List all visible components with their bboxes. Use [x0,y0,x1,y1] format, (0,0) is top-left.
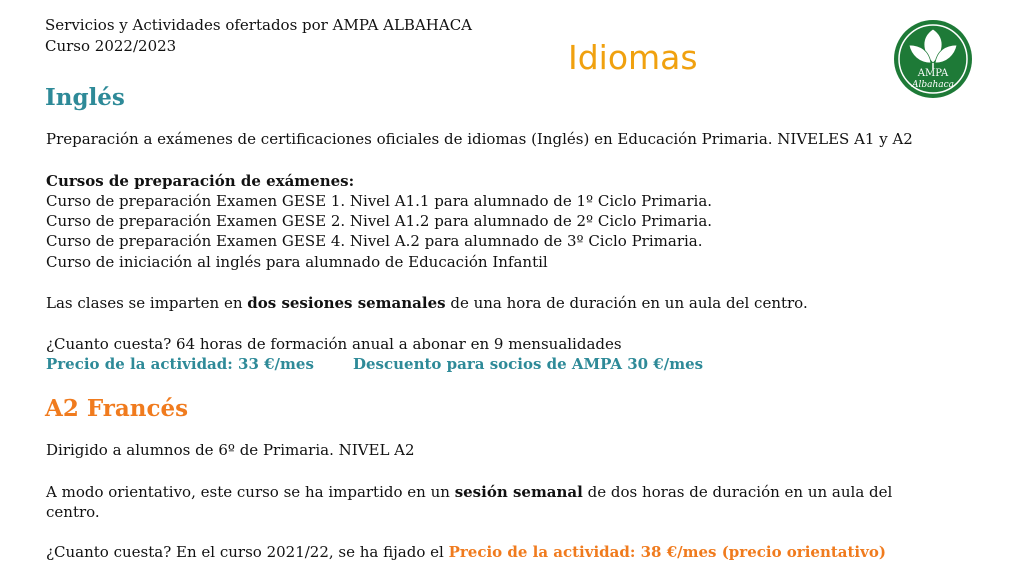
french-target: Dirigido a alumnos de 6º de Primaria. NIVEL A2 [46,441,415,459]
ampa-albahaca-logo [893,19,973,99]
french-heading: A2 Francés [45,395,189,422]
french-price: Precio de la actividad: 38 €/mes (precio orientativo) [448,543,886,561]
page-title: Idiomas [568,38,698,77]
english-cost-question: ¿Cuanto cuesta? 64 horas de formación anual a abonar en 9 mensualidades [46,335,622,353]
english-intro: Preparación a exámenes de certificaciones oficiales de idiomas (Inglés) en Educación Primaria. NIVELES A1 y A2 [46,130,913,148]
sessions-highlight: dos sesiones semanales [247,294,446,312]
french-orientation: A modo orientativo, este curso se ha impartido en un sesión semanal de dos horas de duración en un aula del [46,483,893,501]
course-item: Curso de preparación Examen GESE 4. Nivel A.2 para alumnado de 3º Ciclo Primaria. [46,232,703,250]
english-sessions: Las clases se imparten en dos sesiones semanales de una hora de duración en un aula del centro. [46,294,808,312]
session-highlight: sesión semanal [454,483,583,501]
courses-heading: Cursos de preparación de exámenes: [46,172,355,190]
svg-text:Albahaca: Albahaca [911,80,955,90]
course-item: Curso de preparación Examen GESE 2. Nivel A1.2 para alumnado de 2º Ciclo Primaria. [46,212,713,230]
french-orientation-line2: centro. [46,503,100,521]
course-item: Curso de preparación Examen GESE 1. Nivel A1.1 para alumnado de 1º Ciclo Primaria. [46,192,713,210]
english-discount: Descuento para socios de AMPA 30 €/mes [353,355,704,373]
svg-text:AMPA: AMPA [917,68,949,79]
english-heading: Inglés [45,84,125,111]
english-price: Precio de la actividad: 33 €/mes [46,355,314,373]
header-line-2: Curso 2022/2023 [45,37,177,55]
header-line-1: Servicios y Actividades ofertados por AMPA ALBAHACA [45,16,473,34]
french-cost: ¿Cuanto cuesta? En el curso 2021/22, se ha fijado el Precio de la actividad: 38 €/mes (precio orientativo) [46,543,886,561]
course-item: Curso de iniciación al inglés para alumnado de Educación Infantil [46,253,548,271]
